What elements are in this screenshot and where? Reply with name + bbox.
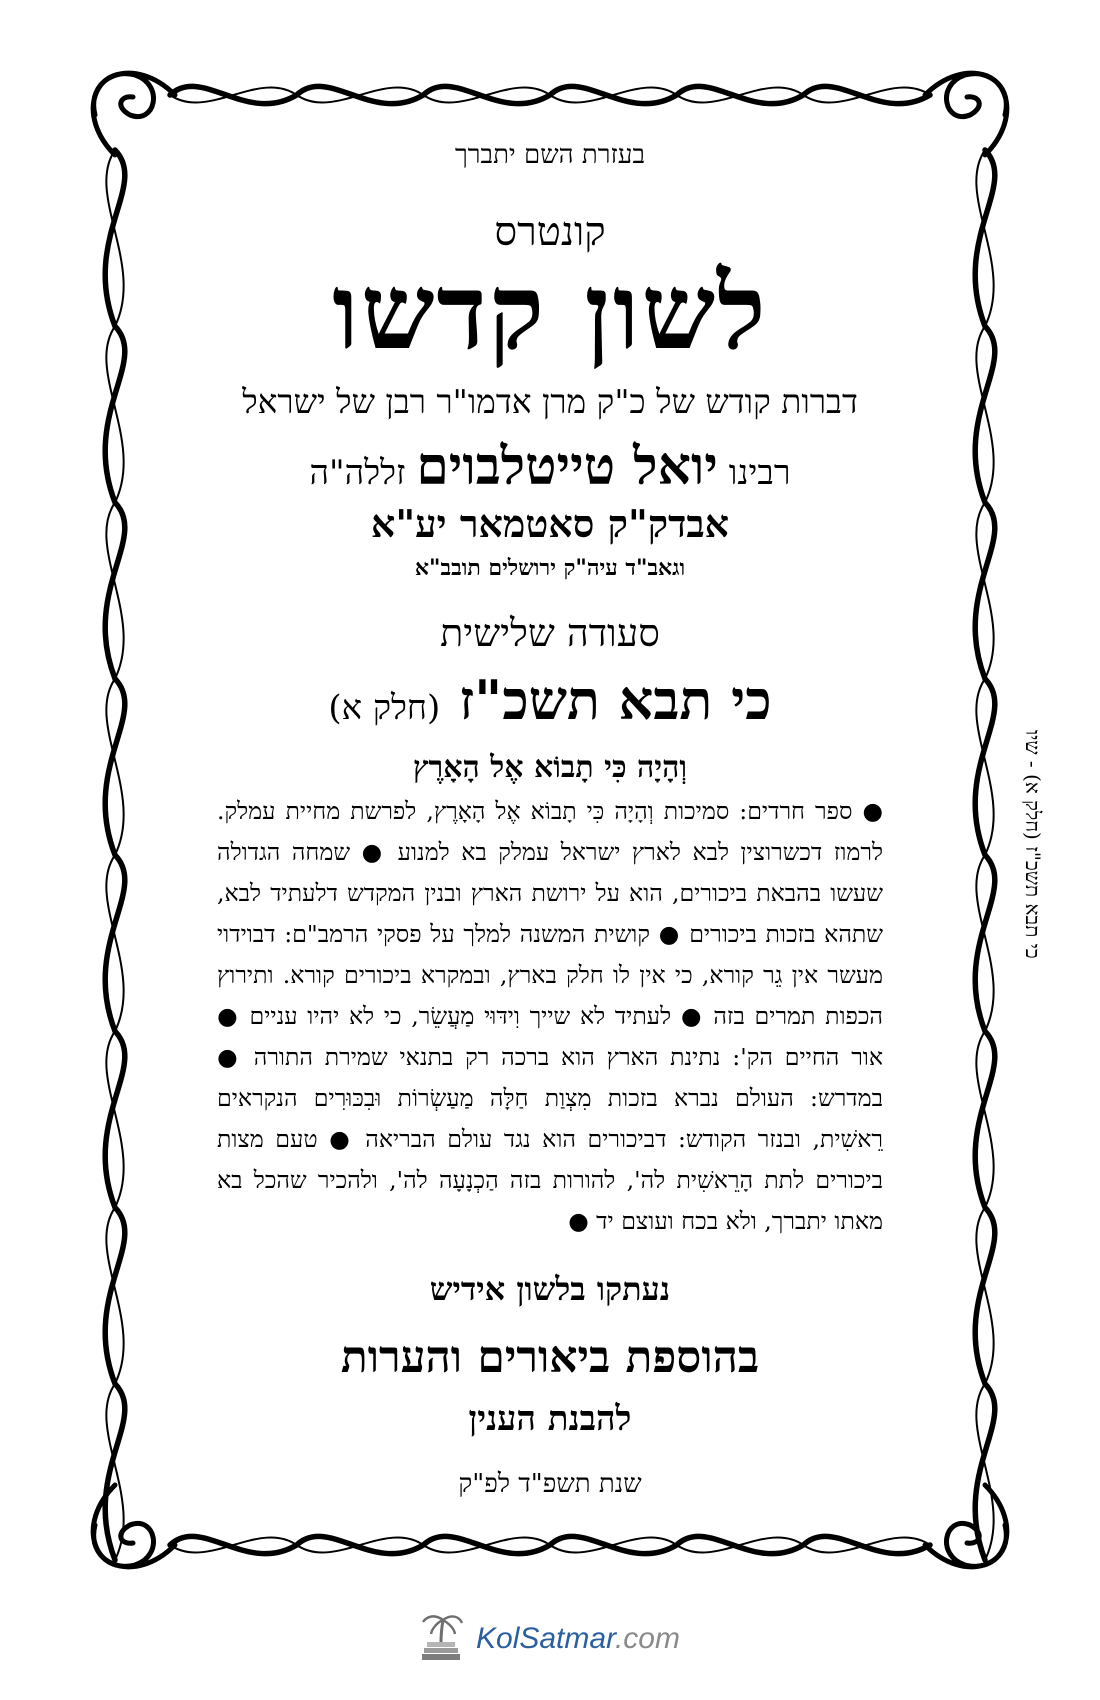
parsha-part: (חלק א) — [328, 688, 441, 729]
seuda-shlishit-heading: סעודה שלישית — [440, 611, 660, 656]
avdak-line: אבדק"ק סאטמאר יע"א — [370, 501, 730, 547]
translated-line: נעתקו בלשון אידיש — [429, 1270, 671, 1309]
bottom-right-corner-scroll — [925, 1485, 1007, 1567]
logo-brand: KolSatmar — [476, 1622, 615, 1655]
rabbi-line — [215, 436, 885, 497]
kolsatmar-logo[interactable] — [418, 1612, 680, 1666]
main-title: לשון קדשו — [332, 250, 768, 373]
year-line: שנת תשפ"ד לפ"ק — [458, 1469, 642, 1500]
logo-domain: .com — [614, 1622, 680, 1655]
logo-text — [476, 1622, 680, 1656]
top-right-corner-scroll — [925, 73, 1007, 155]
vegavad-line: וגאב"ד עיה"ק ירושלים תובב"א — [414, 555, 686, 582]
rabbi-name: יואל טייטלבוים — [416, 436, 718, 498]
side-running-header: כי תבא תשכ"ז (חלק א) - שיו — [1021, 730, 1045, 959]
parsha-heading — [215, 668, 885, 732]
rabbi-suffix: זללה"ה — [309, 453, 406, 494]
parsha-name: כי תבא תשכ"ז — [459, 668, 772, 733]
kuntres-label: קונטרס — [494, 209, 606, 255]
blessing-line: בעזרת השם יתברך — [455, 140, 645, 170]
top-left-corner-scroll — [93, 73, 175, 155]
title-page-content — [215, 140, 885, 1499]
rabbi-prefix: רבינו — [728, 453, 791, 494]
palm-tree-books-icon — [418, 1612, 464, 1666]
verse-line: וְהָיָה כִּי תָבוֹא אֶל הָאָרֶץ — [412, 750, 688, 786]
understanding-line: להבנת הענין — [468, 1399, 632, 1440]
additions-line: בהוספת ביאורים והערות — [340, 1332, 760, 1384]
summary-paragraph: ● ספר חרדים: סמיכות וְהָיָה כִּי תָבוֹא אֶל הָאָרֶץ, לפרשת מחיית עמלק. לרמוז דכשרוצין לבא לארץ ישראל עמלק בא למנוע ● שמחה הגדולה שעשו בהבאת ביכורים, הוא על ירושת הארץ ובנין המקדש דלעתיד לבא, שתהא בזכות ביכורים ● קושית המשנה למלך על פסקי הרמב"ם: דבוידוי מעשר אין גֵר קורא, כי אין לו חלק בארץ, ובמקרא ביכורים קורא. ותירוץ הכפות תמרים בזה ● לעתיד לא שייך וִידּוּי מַעֲשֵׂר, כי לא יהיו עניים ● אור החיים הק': נתינת הארץ הוא ברכה רק בתנאי שמירת התורה ● במדרש: העולם נברא בזכות מִצְוַת חַלָּה מַעַשְׂרוֹת וּבִכּוּרִים הנקראים רֵאשִׁית, ובנזר הקודש: דביכורים הוא נגד עולם הבריאה ● טעם מצות ביכורים לתת הָרֵאשִׁית לה', להורות בזה הַכְנָעָה לה', ולהכיר שהכל בא מאתו יתברך, ולא בכח ועוצם יד ● — [217, 797, 883, 1236]
subtitle-line: דברות קודש של כ"ק מרן אדמו"ר רבן של ישראל — [242, 382, 858, 422]
